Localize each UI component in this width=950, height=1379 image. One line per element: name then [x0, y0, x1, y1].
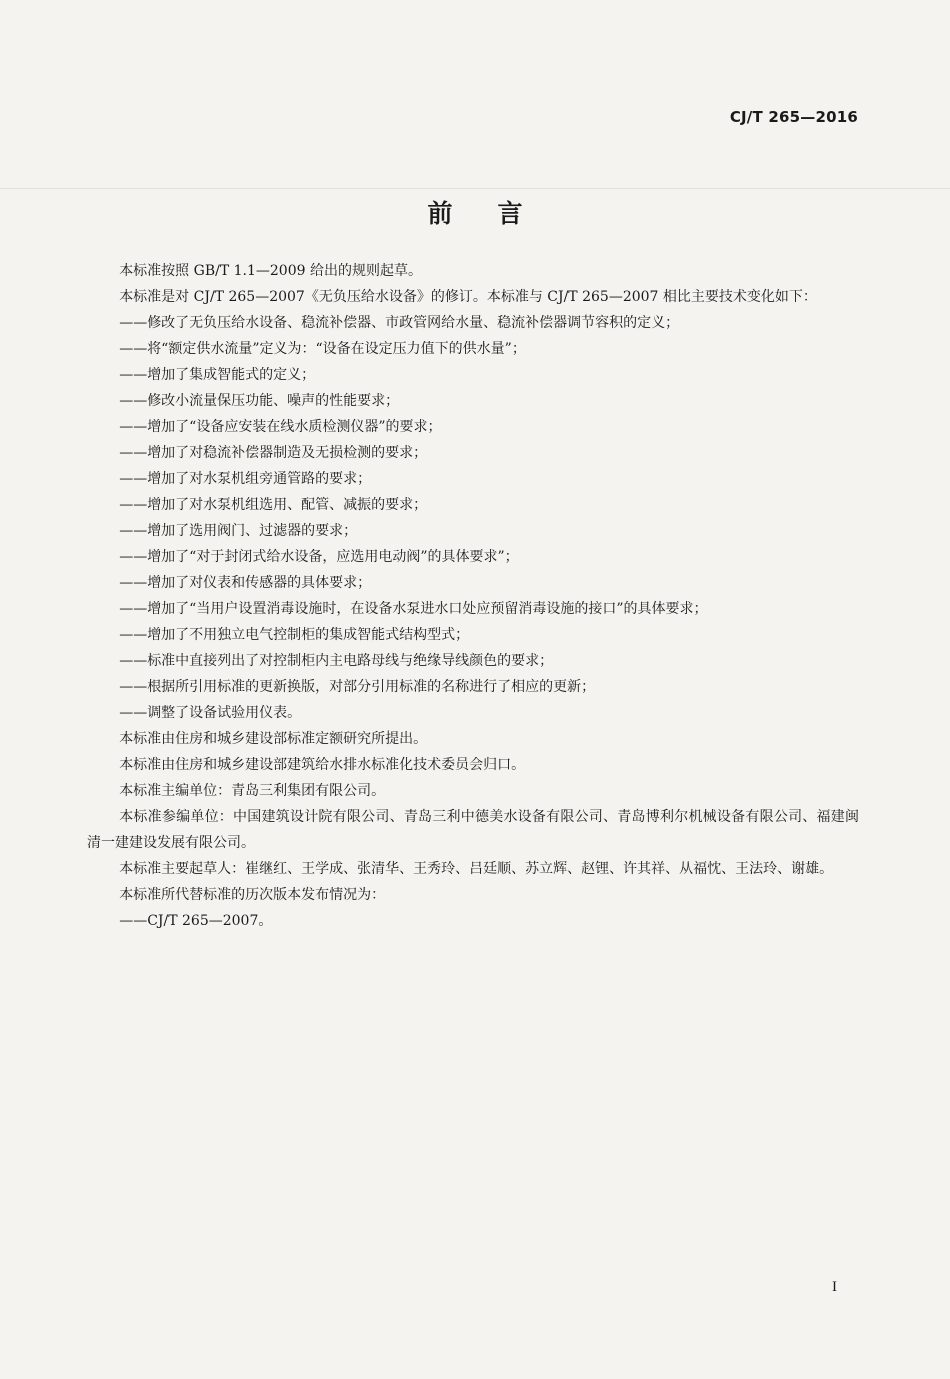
paragraph-proposer: 本标准由住房和城乡建设部标准定额研究所提出。 — [119, 731, 428, 747]
paragraph-drafting-rules: 本标准按照 GB/T 1.1—2009 给出的规则起草。 — [119, 263, 422, 279]
paragraph-drafters: 本标准主要起草人：崔继红、王学成、张清华、王秀玲、吕廷顺、苏立辉、赵锂、许其祥、从福忱、王法玲、谢雄。 — [119, 861, 834, 877]
change-item: ——增加了对水泵机组旁通管路的要求； — [119, 471, 372, 487]
change-item: ——根据所引用标准的更新换版，对部分引用标准的名称进行了相应的更新； — [119, 679, 596, 695]
paragraph-revision-intro: 本标准是对 CJ/T 265—2007《无负压给水设备》的修订。本标准与 CJ/T 265—2007 相比主要技术变化如下： — [119, 289, 817, 305]
change-item: ——修改了无负压给水设备、稳流补偿器、市政管网给水量、稳流补偿器调节容积的定义； — [119, 315, 680, 331]
change-item: ——增加了“对于封闭式给水设备，应选用电动阀”的具体要求”； — [119, 549, 519, 565]
change-item: ——调整了设备试验用仪表。 — [119, 705, 302, 721]
paragraph-chief-unit: 本标准主编单位：青岛三利集团有限公司。 — [119, 783, 386, 799]
change-item: ——将“额定供水流量”定义为：“设备在设定压力值下的供水量”； — [119, 341, 526, 357]
change-item: ——增加了选用阀门、过滤器的要求； — [119, 523, 358, 539]
page-title: 前言 — [427, 199, 568, 228]
page-number: I — [832, 1279, 837, 1295]
change-item: ——标准中直接列出了对控制柜内主电路母线与绝缘导线颜色的要求； — [119, 653, 554, 669]
change-item: ——增加了对水泵机组选用、配管、减振的要求； — [119, 497, 428, 513]
history-item: ——CJ/T 265—2007。 — [119, 913, 273, 929]
paragraph-administrator: 本标准由住房和城乡建设部建筑给水排水标准化技术委员会归口。 — [119, 757, 526, 773]
change-item: ——增加了对稳流补偿器制造及无损检测的要求； — [119, 445, 428, 461]
foreword-body — [87, 258, 859, 934]
change-item: ——增加了集成智能式的定义； — [119, 367, 316, 383]
paragraph-participating-units: 本标准参编单位：中国建筑设计院有限公司、青岛三利中德美水设备有限公司、青岛博利尔机械设备有限公司、福建闽清一建建设发展有限公司。 — [87, 809, 859, 851]
change-item: ——增加了“设备应安装在线水质检测仪器”的要求； — [119, 419, 442, 435]
change-item: ——增加了对仪表和传感器的具体要求； — [119, 575, 372, 591]
change-item: ——增加了“当用户设置消毒设施时，在设备水泵进水口处应预留消毒设施的接口”的具体要求； — [119, 601, 708, 617]
paragraph-history-intro: 本标准所代替标准的历次版本发布情况为： — [119, 887, 386, 903]
change-item: ——增加了不用独立电气控制柜的集成智能式结构型式； — [119, 627, 470, 643]
standard-code: CJ/T 265—2016 — [729, 108, 858, 126]
header-divider — [0, 188, 950, 189]
change-item: ——修改小流量保压功能、噪声的性能要求； — [119, 393, 400, 409]
